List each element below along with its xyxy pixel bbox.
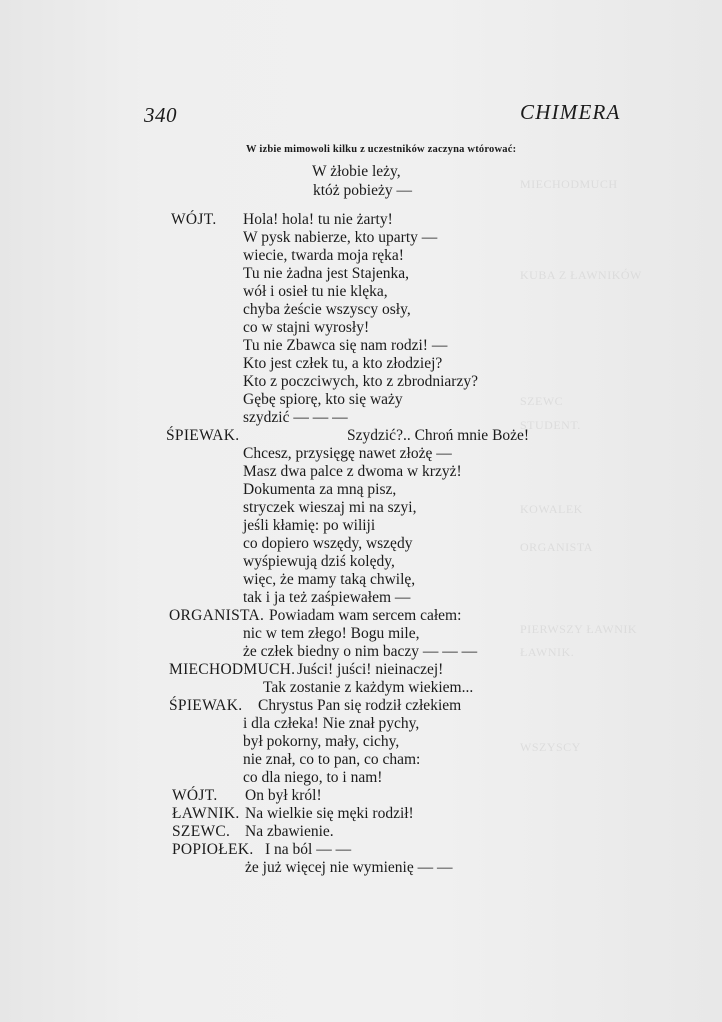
verse-line: Tu nie Zbawca się nam rodzi! — <box>243 337 448 354</box>
verse-line: co w stajni wyrosły! <box>243 319 370 336</box>
verse-line: W żłobie leży, <box>312 163 401 180</box>
verse-line: Gębę spiorę, kto się waży <box>243 391 403 408</box>
verse-line: wyśpiewują dziś kolędy, <box>243 553 395 570</box>
verse-line: tak i ja też zaśpiewałem — <box>243 589 411 606</box>
verse-line: wiecie, twarda moja ręka! <box>243 247 404 264</box>
verse-line: Powiadam wam sercem całem: <box>269 607 462 624</box>
running-head: CHIMERA <box>520 100 621 124</box>
verse-line: Na wielkie się męki rodził! <box>245 805 414 822</box>
bleed-through-text: STUDENT. <box>520 418 581 432</box>
page-number: 340 <box>144 103 177 127</box>
speaker-name: SZEWC. <box>172 823 231 840</box>
verse-line: Hola! hola! tu nie żarty! <box>243 211 393 228</box>
verse-line: Na zbawienie. <box>245 823 334 840</box>
verse-line: że człek biedny o nim baczy — — — <box>243 643 478 660</box>
bleed-through-text: PIERWSZY ŁAWNIK <box>520 622 638 636</box>
bleed-through-text: ŁAWNIK. <box>520 645 575 659</box>
verse-line: któż pobieży — <box>313 182 413 199</box>
verse-line: Chrystus Pan się rodził człekiem <box>258 697 462 714</box>
bleed-through-text: MIECHODMUCH <box>520 177 618 191</box>
verse-line: Szydzić?.. Chroń mnie Boże! <box>347 427 530 444</box>
verse-line: i dla człeka! Nie znał pychy, <box>243 715 420 732</box>
verse-line: Tak zostanie z każdym wiekiem... <box>263 679 474 696</box>
bleed-through-text: SZEWC <box>520 394 564 408</box>
verse-line: Dokumenta za mną pisz, <box>243 481 397 498</box>
verse-line: Kto jest człek tu, a kto złodziej? <box>243 355 443 372</box>
verse-line: W pysk nabierze, kto uparty — <box>243 229 438 246</box>
bleed-through-text: WSZYSCY <box>520 740 581 754</box>
speaker-name: ŚPIEWAK. <box>169 697 243 714</box>
verse-line: On był król! <box>245 787 322 804</box>
bleed-through-text: ORGANISTA <box>520 540 593 554</box>
verse-line: szydzić — — — <box>243 409 348 426</box>
verse-line: jeśli kłamię: po wiliji <box>243 517 376 534</box>
verse-line: Juści! juści! nieinaczej! <box>297 661 444 678</box>
speaker-name: POPIOŁEK. <box>172 841 254 858</box>
verse-line: Tu nie żadna jest Stajenka, <box>243 265 410 282</box>
stage-direction: W izbie mimowoli kilku z uczestników zaczyna wtórować: <box>246 144 517 155</box>
verse-line: Chcesz, przysięgę nawet złożę — <box>243 445 452 462</box>
verse-line: nic w tem złego! Bogu mile, <box>243 625 420 642</box>
speaker-name: MIECHODMUCH. <box>169 661 296 678</box>
verse-line: wół i osieł tu nie klęka, <box>243 283 388 300</box>
speaker-name: ŚPIEWAK. <box>166 427 240 444</box>
verse-line: był pokorny, mały, cichy, <box>243 733 400 750</box>
bleed-through-text: KOWALEK <box>520 502 583 516</box>
speaker-name: WÓJT. <box>171 211 217 228</box>
verse-line: że już więcej nie wymienię — — <box>245 859 453 876</box>
speaker-name: WÓJT. <box>172 787 218 804</box>
verse-line: co dopiero wszędy, wszędy <box>243 535 413 552</box>
speaker-name: ŁAWNIK. <box>172 805 240 822</box>
verse-line: więc, że mamy taką chwilę, <box>243 571 416 588</box>
verse-line: I na ból — — <box>265 841 352 858</box>
verse-line: Kto z poczciwych, kto z zbrodniarzy? <box>243 373 478 390</box>
verse-line: chyba żeście wszyscy osły, <box>243 301 411 318</box>
verse-line: Masz dwa palce z dwoma w krzyż! <box>243 463 462 480</box>
verse-line: stryczek wieszaj mi na szyi, <box>243 499 417 516</box>
speaker-name: ORGANISTA. <box>169 607 265 624</box>
verse-line: nie znał, co to pan, co cham: <box>243 751 421 768</box>
verse-line: co dla niego, to i nam! <box>243 769 383 786</box>
bleed-through-text: KUBA Z ŁAWNIKÓW <box>520 268 642 282</box>
